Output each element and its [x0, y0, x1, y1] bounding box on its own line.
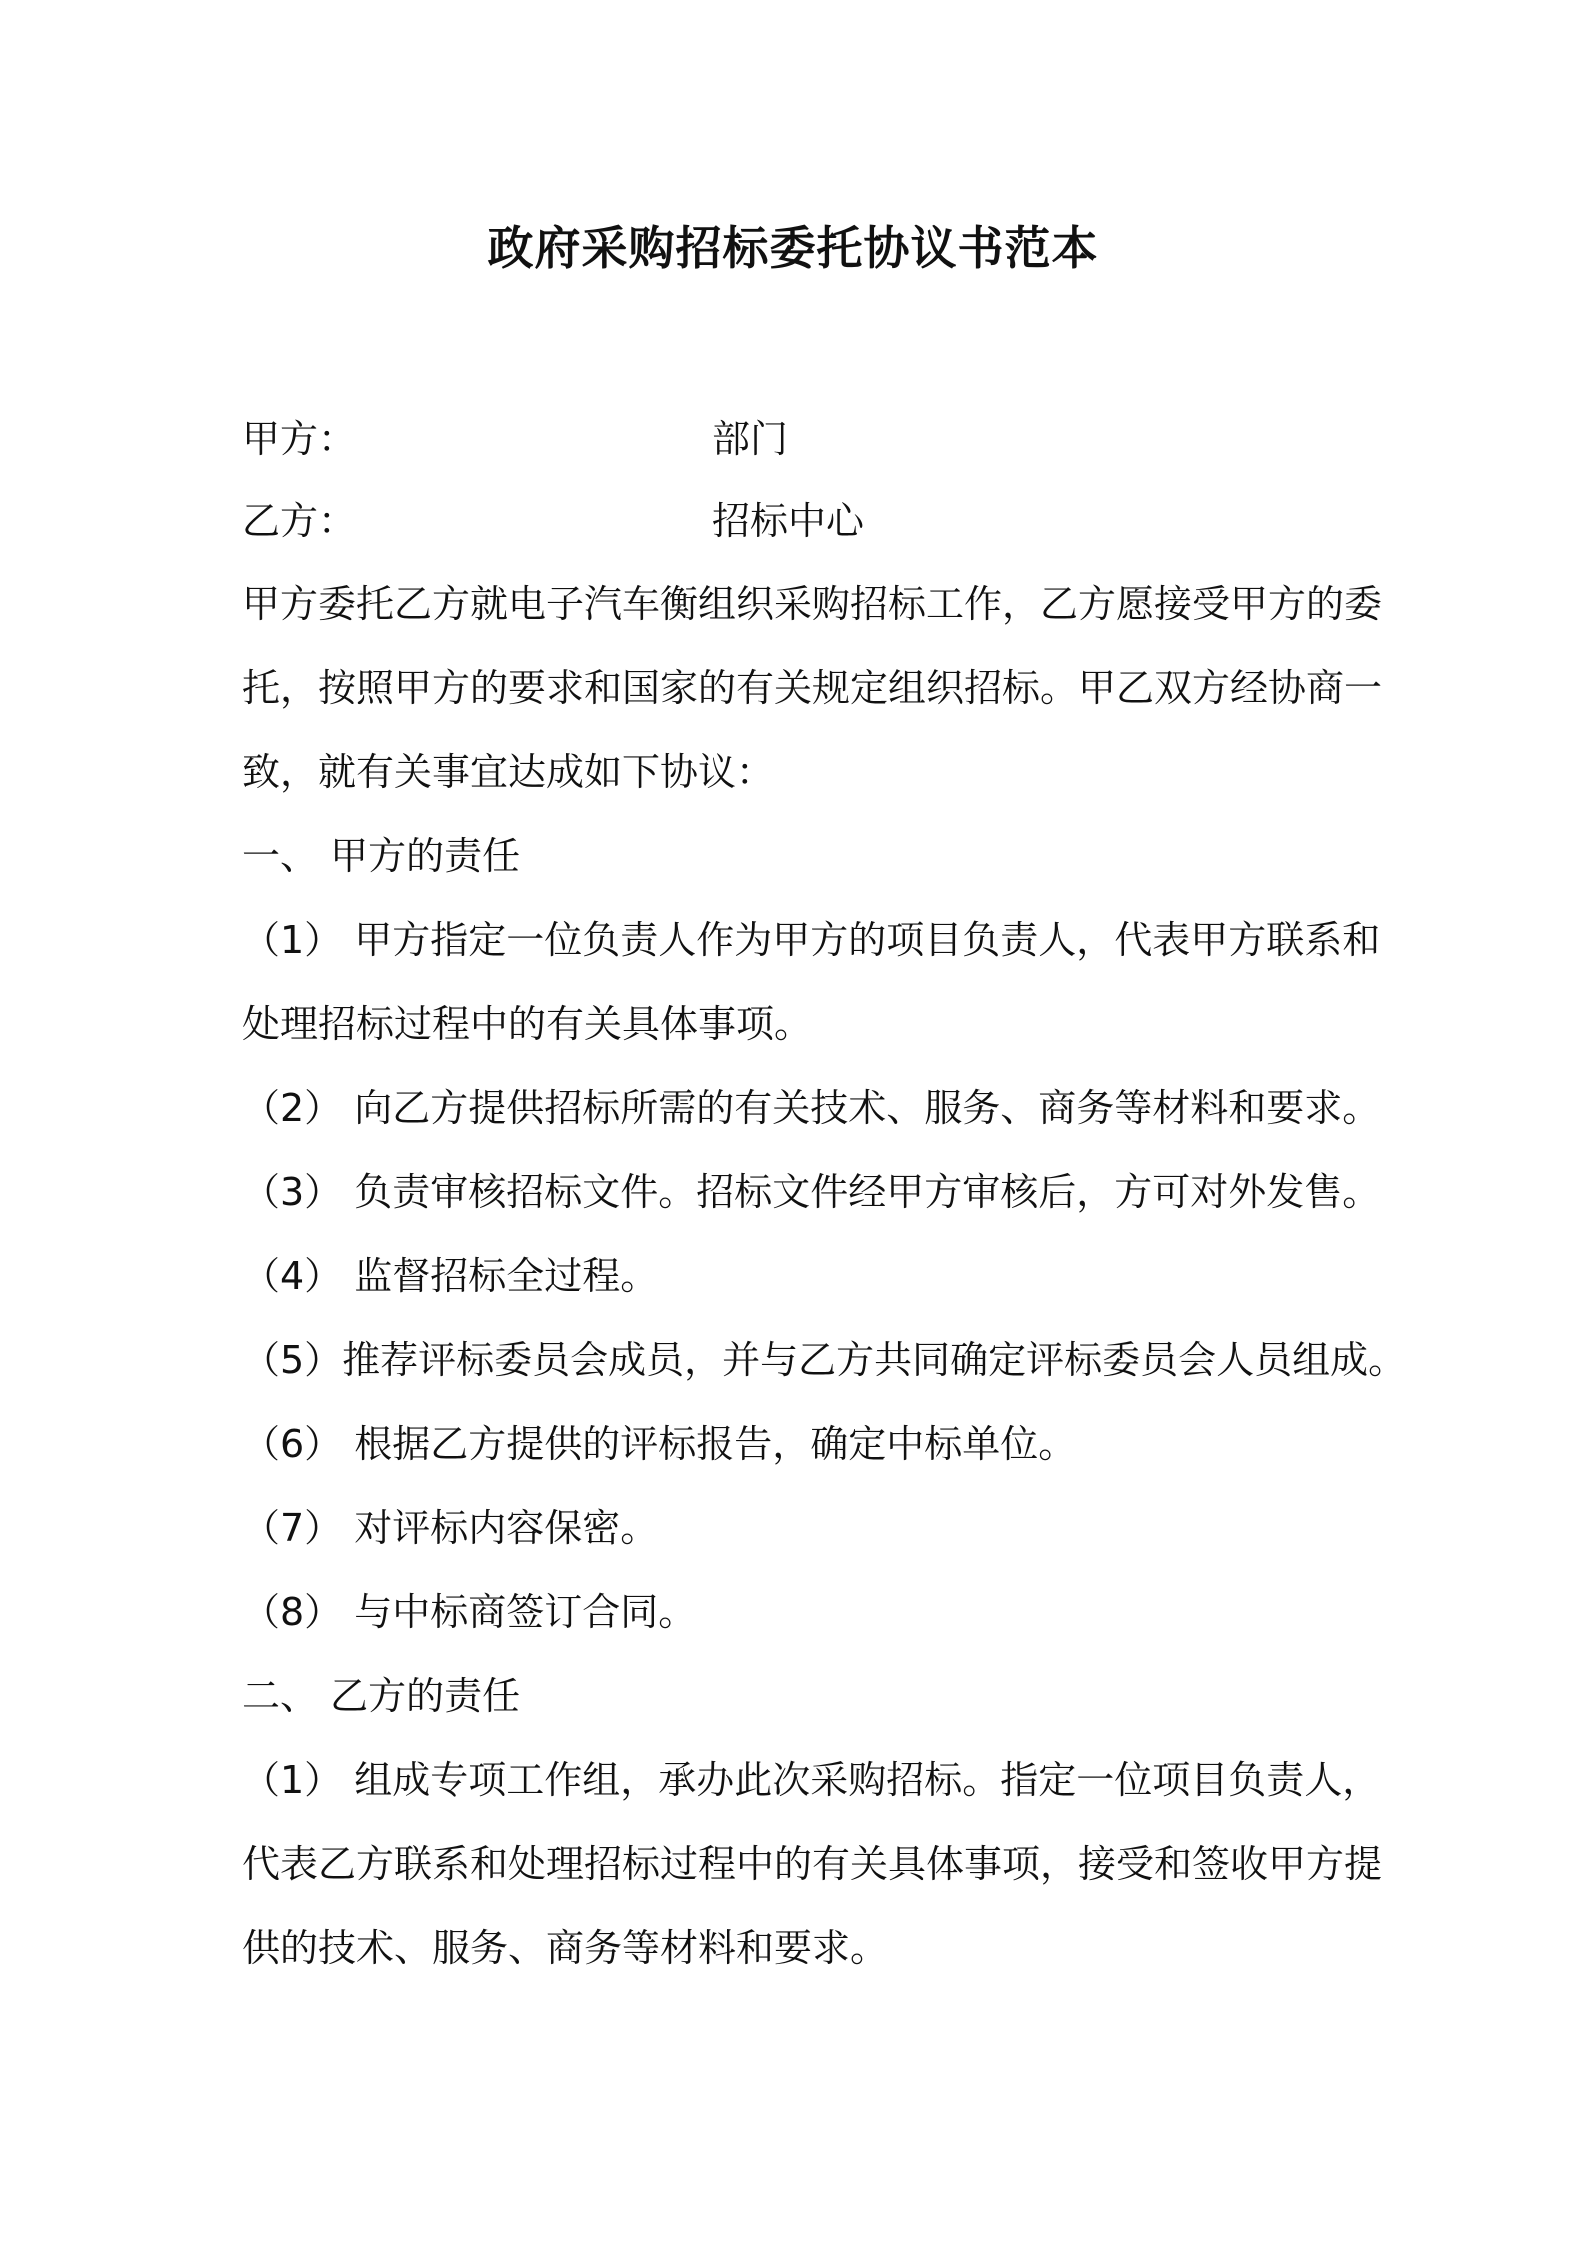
- section1-item: （4） 监督招标全过程。: [242, 1254, 659, 1298]
- section1-item: （5）推荐评标委员会成员，并与乙方共同确定评标委员会人员组成。: [242, 1338, 1407, 1382]
- party-a-label: 甲方：: [242, 417, 357, 461]
- intro-line: 托，按照甲方的要求和国家的有关规定组织招标。甲乙双方经协商一: [242, 666, 1383, 710]
- section2-item: （1） 组成专项工作组，承办此次采购招标。指定一位项目负责人，: [242, 1758, 1381, 1802]
- section1-item: （1） 甲方指定一位负责人作为甲方的项目负责人，代表甲方联系和: [242, 918, 1381, 962]
- section1-item: （2） 向乙方提供招标所需的有关技术、服务、商务等材料和要求。: [242, 1086, 1381, 1130]
- section1-item: （7） 对评标内容保密。: [242, 1506, 659, 1550]
- document-title: 政府采购招标委托协议书范本: [487, 221, 1099, 275]
- party-a-value: 部门: [712, 417, 789, 461]
- section-heading-party-a: 一、 甲方的责任: [242, 834, 521, 878]
- intro-line: 致，就有关事宜达成如下协议：: [242, 750, 775, 794]
- section-heading-party-b: 二、 乙方的责任: [242, 1674, 521, 1718]
- section1-item: （3） 负责审核招标文件。招标文件经甲方审核后，方可对外发售。: [242, 1170, 1381, 1214]
- section2-item: 代表乙方联系和处理招标过程中的有关具体事项，接受和签收甲方提: [242, 1842, 1383, 1886]
- section2-item: 供的技术、服务、商务等材料和要求。: [242, 1926, 889, 1970]
- intro-line: 甲方委托乙方就电子汽车衡组织采购招标工作，乙方愿接受甲方的委: [242, 582, 1383, 626]
- section1-item: （8） 与中标商签订合同。: [242, 1590, 697, 1634]
- party-b-label: 乙方：: [242, 499, 357, 543]
- section1-item: （6） 根据乙方提供的评标报告，确定中标单位。: [242, 1422, 1077, 1466]
- party-b-value: 招标中心: [712, 499, 865, 543]
- section1-item: 处理招标过程中的有关具体事项。: [242, 1002, 813, 1046]
